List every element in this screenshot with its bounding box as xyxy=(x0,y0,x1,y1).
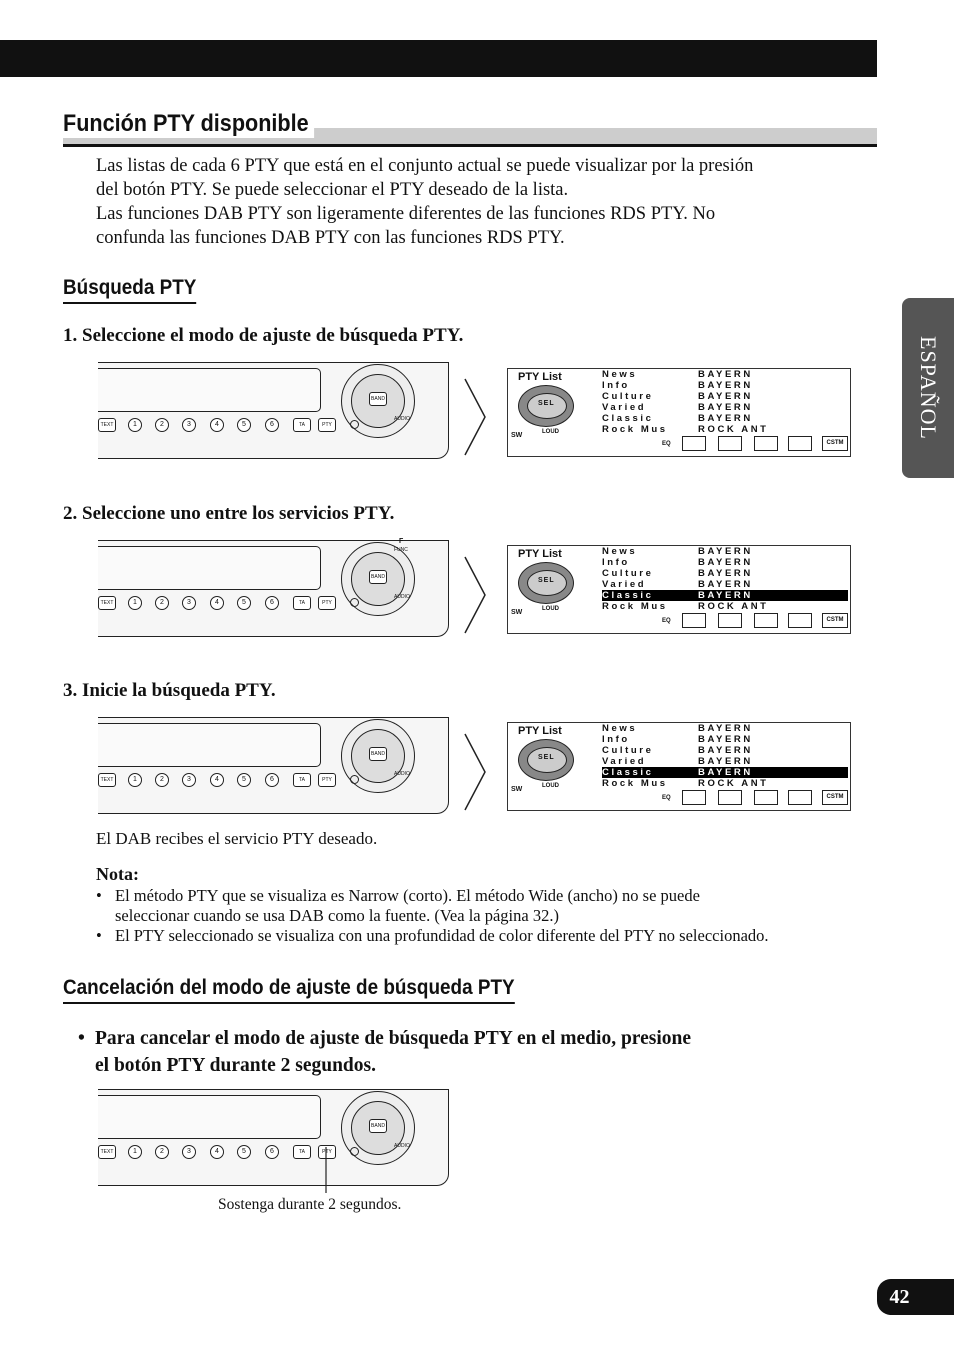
eq-curve-icon xyxy=(788,436,812,451)
eq-curve-icon xyxy=(682,436,706,451)
unit-button-row xyxy=(98,773,338,789)
pty-station: BAYERN xyxy=(698,568,753,579)
note-line: seleccionar cuando se usa DAB como la fuente. (Vea la página 32.) xyxy=(115,906,559,925)
intro-line: Las listas de cada 6 PTY que está en el conjunto actual se puede visualizar por la presión xyxy=(96,156,754,176)
unit-button-text: TEXT xyxy=(98,418,116,432)
pty-list-row xyxy=(602,767,848,778)
pty-station: BAYERN xyxy=(698,369,753,380)
pty-list-row xyxy=(602,590,848,601)
section-title: Función PTY disponible xyxy=(63,110,314,138)
unit-button-2: 2 xyxy=(155,418,169,432)
unit-button-row xyxy=(98,1145,338,1161)
sel-label: SEL xyxy=(538,400,555,407)
pty-list-row xyxy=(602,778,848,789)
arrow-chevron-icon xyxy=(463,555,487,635)
intro-line: del botón PTY. Se puede seleccionar el PTY deseado de la lista. xyxy=(96,180,569,200)
sel-joystick-center xyxy=(527,570,567,596)
bullet-icon: • xyxy=(78,1028,85,1049)
unit-lcd xyxy=(98,368,321,412)
head-unit-illustration xyxy=(98,1089,450,1186)
intro-text xyxy=(96,154,856,250)
pty-type: Classic xyxy=(602,767,654,778)
audio-label: AUDIO xyxy=(394,594,410,600)
eq-curve-icon xyxy=(754,790,778,805)
unit-button-3: 3 xyxy=(182,418,196,432)
pty-station: ROCK ANT xyxy=(698,778,769,789)
pty-list-row xyxy=(602,424,848,435)
step-3: 3. Inicie la búsqueda PTY. xyxy=(63,680,276,701)
sel-joystick-icon xyxy=(518,562,574,604)
sel-joystick-center xyxy=(527,747,567,773)
unit-indicator xyxy=(350,775,359,784)
pty-list-display xyxy=(507,545,851,634)
pty-type: News xyxy=(602,723,638,734)
pty-station: BAYERN xyxy=(698,767,753,778)
eq-curve-icon xyxy=(682,790,706,805)
unit-button-ta: TA xyxy=(293,596,311,610)
unit-button-pty: PTY xyxy=(318,596,336,610)
pty-station: BAYERN xyxy=(698,546,753,557)
pty-type: News xyxy=(602,546,638,557)
audio-label: AUDIO xyxy=(394,771,410,777)
callout-line-icon xyxy=(318,1145,338,1195)
head-unit-illustration xyxy=(98,717,450,814)
cstm-label: CSTM xyxy=(822,436,848,451)
language-tab-label: ESPAÑOL xyxy=(916,336,941,440)
cancel-instruction xyxy=(78,1025,691,1079)
loud-label: LOUD xyxy=(542,429,559,435)
eq-label: EQ xyxy=(662,618,671,624)
sel-joystick-icon xyxy=(518,739,574,781)
pty-station: BAYERN xyxy=(698,391,753,402)
pty-list xyxy=(602,546,848,612)
pty-list-display xyxy=(507,722,851,811)
pty-list-row xyxy=(602,734,848,745)
unit-button-5: 5 xyxy=(237,418,251,432)
eq-curve-icon xyxy=(718,613,742,628)
unit-button-ta: TA xyxy=(293,773,311,787)
pty-station: BAYERN xyxy=(698,734,753,745)
pty-type: Culture xyxy=(602,568,654,579)
pty-type: Classic xyxy=(602,413,654,424)
unit-button-pty: PTY xyxy=(318,773,336,787)
unit-indicator xyxy=(350,420,359,429)
band-button: BAND xyxy=(369,392,387,406)
unit-button-6: 6 xyxy=(265,1145,279,1159)
pty-station: BAYERN xyxy=(698,557,753,568)
instruction-line: Para cancelar el modo de ajuste de búsqueda PTY en el medio, presione xyxy=(95,1028,691,1049)
pty-station: BAYERN xyxy=(698,380,753,391)
unit-lcd xyxy=(98,1095,321,1139)
unit-button-3: 3 xyxy=(182,1145,196,1159)
arrow-chevron-icon xyxy=(463,732,487,812)
subsection-title-cancelacion: Cancelación del modo de ajuste de búsqueda PTY xyxy=(63,976,515,1004)
pty-type: Varied xyxy=(602,579,647,590)
note-title: Nota: xyxy=(96,864,139,884)
pty-type: Rock Mus xyxy=(602,601,668,612)
pty-station: BAYERN xyxy=(698,756,753,767)
pty-station: BAYERN xyxy=(698,745,753,756)
head-unit-illustration xyxy=(98,362,450,459)
pty-list-row xyxy=(602,546,848,557)
unit-button-1: 1 xyxy=(128,418,142,432)
loud-label: LOUD xyxy=(542,783,559,789)
audio-label: AUDIO xyxy=(394,1143,410,1149)
unit-button-pty: PTY xyxy=(318,418,336,432)
sel-label: SEL xyxy=(538,754,555,761)
pty-station: BAYERN xyxy=(698,590,753,601)
pty-list xyxy=(602,723,848,789)
language-tab xyxy=(902,298,954,478)
pty-list-row xyxy=(602,745,848,756)
unit-button-5: 5 xyxy=(237,1145,251,1159)
hold-caption: Sostenga durante 2 segundos. xyxy=(218,1196,402,1213)
unit-button-4: 4 xyxy=(210,596,224,610)
unit-button-6: 6 xyxy=(265,418,279,432)
pty-list-row xyxy=(602,756,848,767)
unit-button-ta: TA xyxy=(293,1145,311,1159)
eq-curve-icon xyxy=(754,613,778,628)
sel-joystick-icon xyxy=(518,385,574,427)
unit-button-row xyxy=(98,418,338,434)
pty-type: News xyxy=(602,369,638,380)
func-label: FUNC xyxy=(394,547,408,553)
unit-button-4: 4 xyxy=(210,1145,224,1159)
cstm-label: CSTM xyxy=(822,790,848,805)
pty-list xyxy=(602,369,848,435)
sw-label: SW xyxy=(511,432,523,439)
f-label: F xyxy=(399,538,404,545)
note-line: El método PTY que se visualiza es Narrow (corto). El método Wide (ancho) no se puede xyxy=(115,886,700,905)
unit-button-1: 1 xyxy=(128,596,142,610)
head-unit-illustration xyxy=(98,540,450,637)
unit-button-6: 6 xyxy=(265,773,279,787)
pty-station: BAYERN xyxy=(698,402,753,413)
note-list xyxy=(96,886,856,946)
pty-station: BAYERN xyxy=(698,413,753,424)
eq-curve-icon xyxy=(718,790,742,805)
sw-label: SW xyxy=(511,786,523,793)
result-text: El DAB recibes el servicio PTY deseado. xyxy=(96,829,378,848)
page-number-tab xyxy=(877,1279,954,1315)
pty-type: Rock Mus xyxy=(602,424,668,435)
eq-curve-icon xyxy=(718,436,742,451)
pty-list-row xyxy=(602,579,848,590)
pty-list-row xyxy=(602,380,848,391)
unit-button-1: 1 xyxy=(128,1145,142,1159)
unit-button-6: 6 xyxy=(265,596,279,610)
intro-line: confunda las funciones DAB PTY con las funciones RDS PTY. xyxy=(96,228,565,248)
display-title: PTY List xyxy=(518,548,562,560)
unit-button-4: 4 xyxy=(210,418,224,432)
band-button: BAND xyxy=(369,570,387,584)
loud-label: LOUD xyxy=(542,606,559,612)
bullet-icon: • xyxy=(96,886,102,905)
unit-button-3: 3 xyxy=(182,773,196,787)
note-item xyxy=(96,886,856,926)
page-number: 42 xyxy=(889,1286,910,1308)
unit-button-4: 4 xyxy=(210,773,224,787)
unit-button-5: 5 xyxy=(237,773,251,787)
header-bar xyxy=(0,40,877,77)
unit-button-2: 2 xyxy=(155,596,169,610)
eq-label: EQ xyxy=(662,441,671,447)
pty-type: Info xyxy=(602,557,630,568)
unit-button-pty: PTY xyxy=(318,1145,336,1159)
cstm-label: CSTM xyxy=(822,613,848,628)
pty-type: Rock Mus xyxy=(602,778,668,789)
eq-curve-icon xyxy=(754,436,778,451)
bullet-icon: • xyxy=(96,926,102,945)
unit-button-row xyxy=(98,596,338,612)
pty-type: Culture xyxy=(602,745,654,756)
eq-curve-icon xyxy=(788,790,812,805)
sel-joystick-center xyxy=(527,393,567,419)
unit-button-text: TEXT xyxy=(98,773,116,787)
pty-list-display xyxy=(507,368,851,457)
unit-button-2: 2 xyxy=(155,773,169,787)
sw-label: SW xyxy=(511,609,523,616)
unit-button-5: 5 xyxy=(237,596,251,610)
band-button: BAND xyxy=(369,1119,387,1133)
step-1: 1. Seleccione el modo de ajuste de búsqueda PTY. xyxy=(63,325,464,346)
unit-button-text: TEXT xyxy=(98,1145,116,1159)
pty-station: ROCK ANT xyxy=(698,601,769,612)
pty-list-row xyxy=(602,391,848,402)
pty-station: BAYERN xyxy=(698,723,753,734)
pty-station: BAYERN xyxy=(698,579,753,590)
pty-type: Classic xyxy=(602,590,654,601)
audio-label: AUDIO xyxy=(394,416,410,422)
pty-type: Varied xyxy=(602,756,647,767)
intro-line: Las funciones DAB PTY son ligeramente diferentes de las funciones RDS PTY. No xyxy=(96,204,716,224)
arrow-chevron-icon xyxy=(463,377,487,457)
pty-list-row xyxy=(602,369,848,380)
pty-list-row xyxy=(602,568,848,579)
eq-curve-icon xyxy=(682,613,706,628)
pty-type: Varied xyxy=(602,402,647,413)
unit-indicator xyxy=(350,1147,359,1156)
pty-type: Info xyxy=(602,380,630,391)
unit-button-1: 1 xyxy=(128,773,142,787)
unit-lcd xyxy=(98,723,321,767)
pty-list-row xyxy=(602,557,848,568)
pty-list-row xyxy=(602,601,848,612)
note-line: El PTY seleccionado se visualiza con una profundidad de color diferente del PTY no seleccionado. xyxy=(115,926,769,945)
note-item xyxy=(96,926,856,946)
pty-list-row xyxy=(602,402,848,413)
eq-curve-icon xyxy=(788,613,812,628)
sel-label: SEL xyxy=(538,577,555,584)
pty-list-row xyxy=(602,413,848,424)
unit-button-3: 3 xyxy=(182,596,196,610)
subsection-title-busqueda: Búsqueda PTY xyxy=(63,276,196,304)
unit-button-text: TEXT xyxy=(98,596,116,610)
instruction-line: el botón PTY durante 2 segundos. xyxy=(95,1055,376,1076)
pty-list-row xyxy=(602,723,848,734)
pty-station: ROCK ANT xyxy=(698,424,769,435)
display-title: PTY List xyxy=(518,371,562,383)
unit-indicator xyxy=(350,598,359,607)
unit-button-ta: TA xyxy=(293,418,311,432)
unit-lcd xyxy=(98,546,321,590)
step-2: 2. Seleccione uno entre los servicios PTY. xyxy=(63,503,395,524)
pty-type: Culture xyxy=(602,391,654,402)
pty-type: Info xyxy=(602,734,630,745)
display-title: PTY List xyxy=(518,725,562,737)
band-button: BAND xyxy=(369,747,387,761)
eq-label: EQ xyxy=(662,795,671,801)
unit-button-2: 2 xyxy=(155,1145,169,1159)
